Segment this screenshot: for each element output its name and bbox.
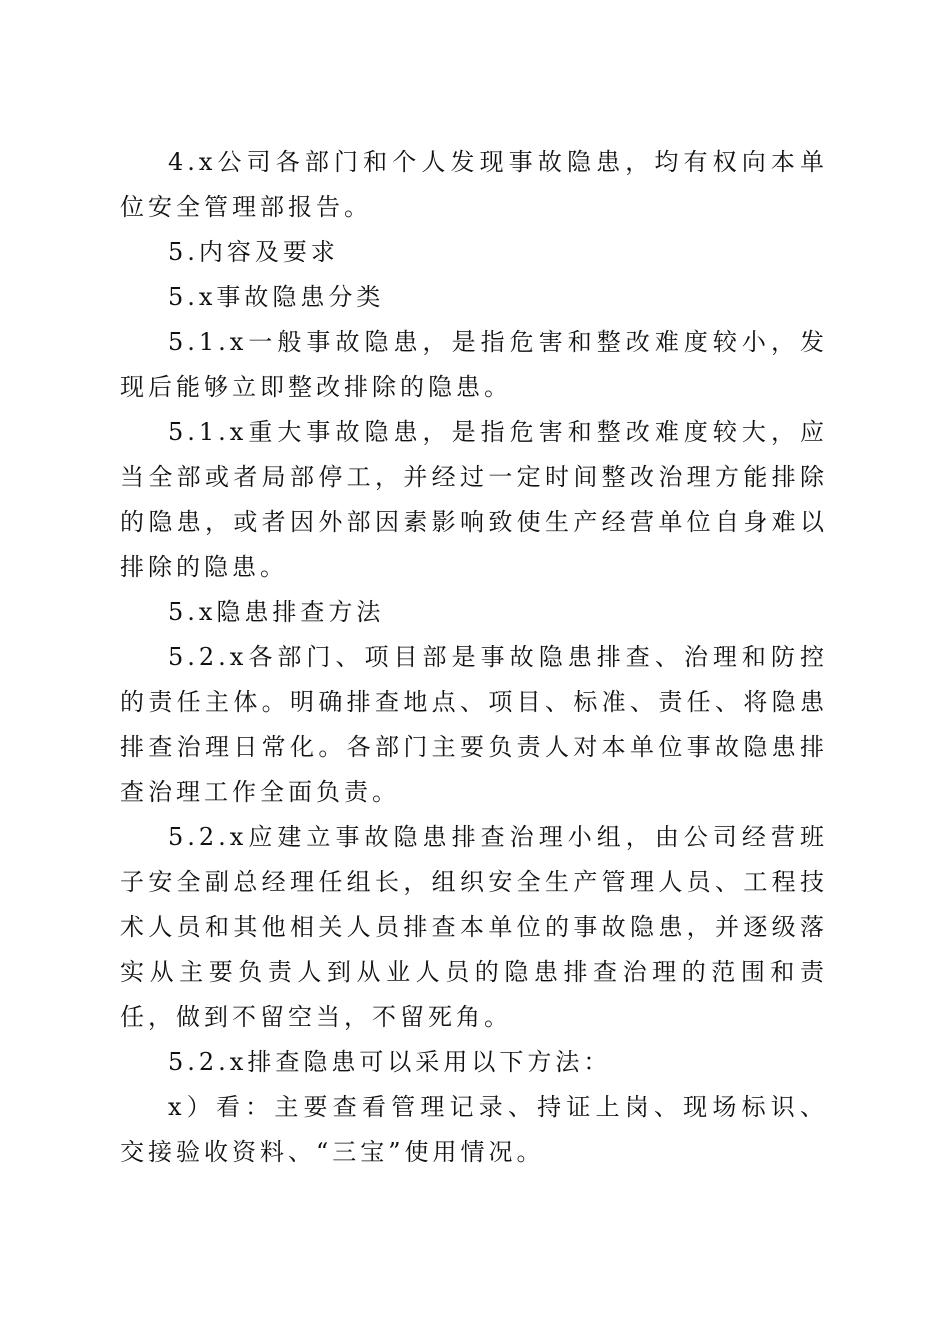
paragraph-4-x-report-rights: 4.x公司各部门和个人发现事故隐患，均有权向本单位安全管理部报告。	[120, 148, 828, 221]
paragraph-5-1-x-major-hazard: 5.1.x重大事故隐患，是指危害和整改难度较大，应当全部或者局部停工，并经过一定时间整改治理方能排除的隐患，或者因外部因素影响致使生产经营单位自身难以排除的隐患。	[120, 418, 828, 581]
paragraph-5-1-x-general-hazard: 5.1.x一般事故隐患，是指危害和整改难度较小，发现后能够立即整改排除的隐患。	[120, 328, 828, 401]
heading-5-x-hazard-classification: 5.x事故隐患分类	[168, 283, 385, 311]
document-body	[120, 140, 828, 1175]
heading-5-x-inspection-methods: 5.x隐患排查方法	[168, 598, 385, 626]
list-item-x-look: x）看：主要查看管理记录、持证上岗、现场标识、交接验收资料、“三宝”使用情况。	[120, 1093, 828, 1166]
heading-5-content-requirements: 5.内容及要求	[168, 238, 339, 266]
paragraph-5-2-x-responsibility: 5.2.x各部门、项目部是事故隐患排查、治理和防控的责任主体。明确排查地点、项目、标准、责任、将隐患排查治理日常化。各部门主要负责人对本单位事故隐患排查治理工作全面负责。	[120, 643, 828, 806]
paragraph-5-2-x-methods-intro: 5.2.x排查隐患可以采用以下方法：	[168, 1048, 612, 1076]
paragraph-5-2-x-inspection-team: 5.2.x应建立事故隐患排查治理小组，由公司经营班子安全副总经理任组长，组织安全生产管理人员、工程技术人员和其他相关人员排查本单位的事故隐患，并逐级落实从主要负责人到从业人员的隐患排查治理的范围和责任，做到不留空当，不留死角。	[120, 823, 828, 1031]
